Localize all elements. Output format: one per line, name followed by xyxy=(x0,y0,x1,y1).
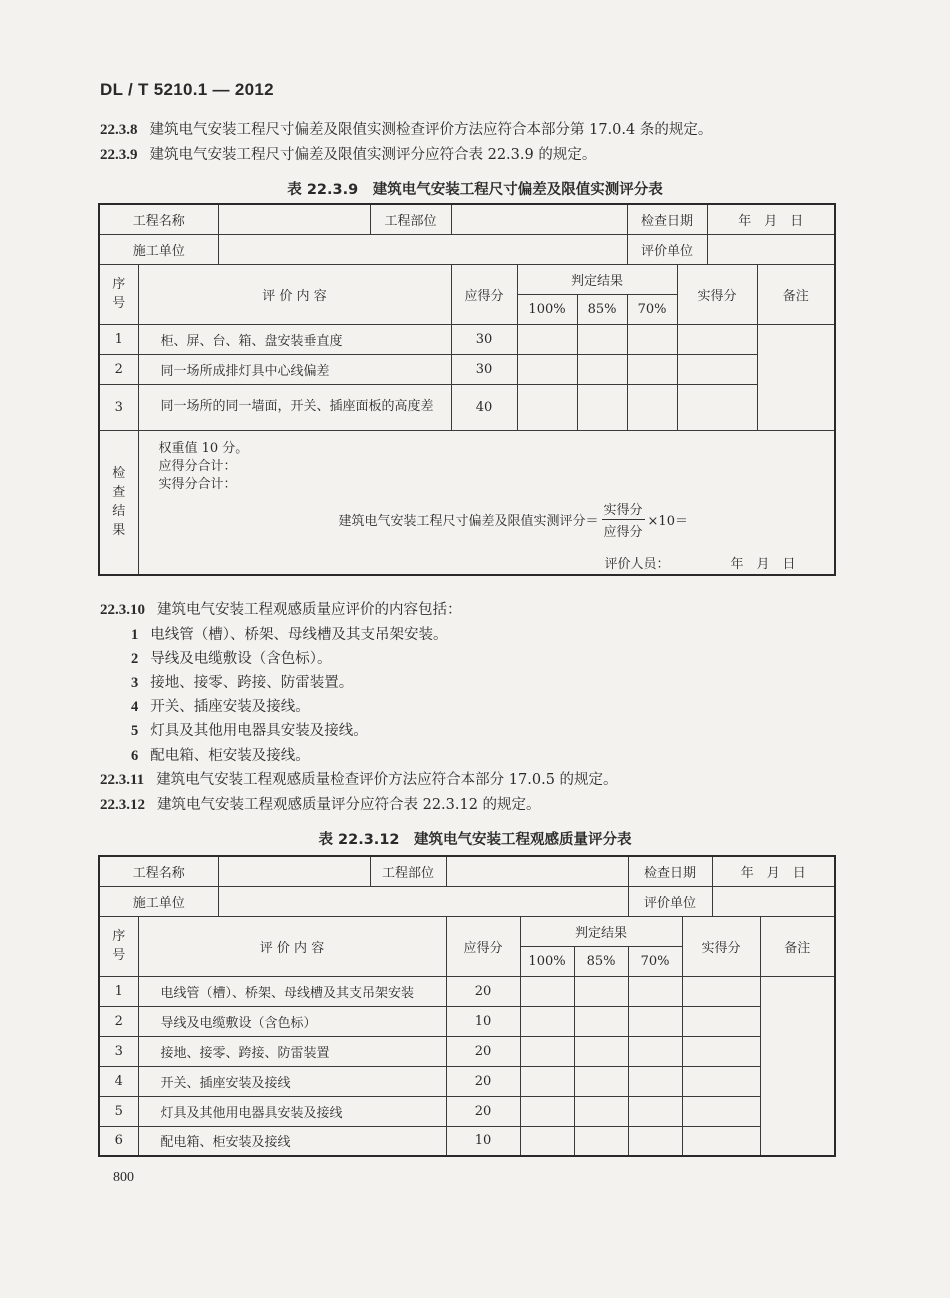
header-remark: 备注 xyxy=(760,916,835,976)
table-cell: 导线及电缆敷设（含色标） xyxy=(138,1006,446,1036)
header-70: 70% xyxy=(628,946,682,976)
empty-cell xyxy=(628,1096,682,1126)
header-content: 评 价 内 容 xyxy=(138,916,446,976)
table-row xyxy=(99,1066,835,1096)
row-no: 3 xyxy=(99,384,138,430)
list-item xyxy=(131,623,448,644)
row-score: 30 xyxy=(451,324,517,354)
label-construction-unit: 施工单位 xyxy=(99,234,218,264)
page-number: 800 xyxy=(113,1170,134,1185)
table-cell: 5 xyxy=(99,1096,138,1126)
empty-cell xyxy=(682,1096,760,1126)
table-caption-22-3-12: 表 22.3.12 建筑电气安装工程观感质量评分表 xyxy=(318,832,632,848)
empty-cell xyxy=(682,976,760,1006)
header-70: 70% xyxy=(627,294,677,324)
clause-22-3-11 xyxy=(100,768,618,789)
row-score: 40 xyxy=(451,384,517,430)
empty-cell xyxy=(520,1036,574,1066)
list-item-text: 1 xyxy=(131,627,139,643)
clause-text: 建筑电气安装工程观感质量检查评价方法应符合本部分 17.0.5 的规定。 xyxy=(156,772,618,788)
header-actual: 实得分 xyxy=(677,264,757,324)
list-item xyxy=(131,671,353,692)
list-item-text: 开关、插座安装及接线。 xyxy=(150,699,310,715)
table-cell: 灯具及其他用电器具安装及接线 xyxy=(138,1096,446,1126)
standard-code: DL / T 5210.1 — 2012 xyxy=(100,80,274,99)
list-item-text: 6 xyxy=(131,748,139,764)
header-100: 100% xyxy=(520,946,574,976)
clause-22-3-8 xyxy=(100,118,712,139)
empty-cell xyxy=(682,1126,760,1156)
score-table-22-3-9 xyxy=(98,203,836,576)
list-item-text: 导线及电缆敷设（含色标）。 xyxy=(150,651,332,667)
clause-22-3-10 xyxy=(100,598,462,619)
empty-cell xyxy=(574,1006,628,1036)
header-seq: 序 号 xyxy=(99,264,138,324)
list-item-text: 5 xyxy=(131,723,139,739)
value-project-name xyxy=(218,856,370,886)
label-eval-unit: 评价单位 xyxy=(627,234,707,264)
result-area xyxy=(138,430,835,575)
empty-cell xyxy=(520,1096,574,1126)
weight-text: 权重值 10 分。 xyxy=(158,440,249,456)
row-content: 同一场所的同一墙面，开关、插座面板的高度差 xyxy=(138,384,451,430)
header-85: 85% xyxy=(574,946,628,976)
empty-cell xyxy=(628,976,682,1006)
value-check-date: 年 月 日 xyxy=(712,856,835,886)
list-item-text: 4 xyxy=(131,699,139,715)
label-project-name: 工程名称 xyxy=(99,856,218,886)
header-remark: 备注 xyxy=(757,264,835,324)
empty-cell xyxy=(517,324,577,354)
table-cell: 2 xyxy=(99,1006,138,1036)
list-item xyxy=(131,744,310,765)
empty-cell xyxy=(628,1036,682,1066)
remark-cell xyxy=(757,324,835,430)
clause-text: 建筑电气安装工程尺寸偏差及限值实测评分应符合表 22.3.9 的规定。 xyxy=(149,147,597,163)
value-check-date: 年 月 日 xyxy=(707,204,835,234)
table-row xyxy=(99,1126,835,1156)
empty-cell xyxy=(577,324,627,354)
list-item xyxy=(131,695,310,716)
table-cell: 3 xyxy=(99,1036,138,1066)
score-formula xyxy=(339,499,688,540)
clause-text: 建筑电气安装工程观感质量应评价的内容包括： xyxy=(157,602,462,618)
table-cell: 20 xyxy=(446,976,520,1006)
empty-cell xyxy=(520,1126,574,1156)
fraction-numerator: 实得分 xyxy=(602,499,645,520)
table-row xyxy=(99,384,835,430)
value-eval-unit xyxy=(707,234,835,264)
table-cell: 10 xyxy=(446,1006,520,1036)
label-project-name: 工程名称 xyxy=(99,204,218,234)
empty-cell xyxy=(628,1006,682,1036)
list-item-text: 配电箱、柜安装及接线。 xyxy=(150,748,310,764)
empty-cell xyxy=(677,384,757,430)
empty-cell xyxy=(574,1036,628,1066)
value-project-part xyxy=(446,856,628,886)
should-total-text: 应得分合计： xyxy=(158,458,237,474)
table-row xyxy=(99,1006,835,1036)
empty-cell xyxy=(627,384,677,430)
evaluator-label: 评价人员： xyxy=(604,556,670,572)
result-label: 检 查 结 果 xyxy=(99,430,138,575)
empty-cell xyxy=(682,1006,760,1036)
list-item xyxy=(131,647,332,668)
clause-text: 建筑电气安装工程尺寸偏差及限值实测检查评价方法应符合本部分第 17.0.4 条的规定。 xyxy=(149,122,713,138)
header-judge: 判定结果 xyxy=(520,916,682,946)
label-eval-unit: 评价单位 xyxy=(628,886,712,916)
table-row xyxy=(99,976,835,1006)
table-cell: 4 xyxy=(99,1066,138,1096)
value-project-part xyxy=(451,204,627,234)
fraction-denominator: 应得分 xyxy=(603,524,643,540)
table-cell: 10 xyxy=(446,1126,520,1156)
table-cell: 开关、插座安装及接线 xyxy=(138,1066,446,1096)
value-construction-unit xyxy=(218,234,627,264)
header-should-score: 应得分 xyxy=(446,916,520,976)
empty-cell xyxy=(574,976,628,1006)
table-row xyxy=(99,354,835,384)
value-project-name xyxy=(218,204,370,234)
list-item-text: 灯具及其他用电器具安装及接线。 xyxy=(150,723,368,739)
formula-fraction xyxy=(602,499,645,540)
empty-cell xyxy=(577,354,627,384)
label-construction-unit: 施工单位 xyxy=(99,886,218,916)
clause-number: 22.3.9 xyxy=(100,147,138,163)
value-eval-unit xyxy=(712,886,835,916)
header-content: 评 价 内 容 xyxy=(138,264,451,324)
row-no: 2 xyxy=(99,354,138,384)
empty-cell xyxy=(520,1006,574,1036)
formula-left: 建筑电气安装工程尺寸偏差及限值实测评分＝ xyxy=(338,513,599,529)
clause-number: 22.3.8 xyxy=(100,122,138,138)
table-row xyxy=(99,324,835,354)
label-project-part: 工程部位 xyxy=(370,204,451,234)
header-100: 100% xyxy=(517,294,577,324)
clause-text: 建筑电气安装工程观感质量评分应符合表 22.3.12 的规定。 xyxy=(157,797,541,813)
table-cell: 配电箱、柜安装及接线 xyxy=(138,1126,446,1156)
evaluator-date: 年 月 日 xyxy=(730,556,796,572)
score-table-22-3-12 xyxy=(98,855,836,1157)
empty-cell xyxy=(628,1126,682,1156)
value-construction-unit xyxy=(218,886,628,916)
clause-22-3-9 xyxy=(100,143,596,164)
list-item xyxy=(131,719,368,740)
row-score: 30 xyxy=(451,354,517,384)
empty-cell xyxy=(574,1096,628,1126)
empty-cell xyxy=(520,976,574,1006)
row-no: 1 xyxy=(99,324,138,354)
empty-cell xyxy=(577,384,627,430)
remark-cell xyxy=(760,976,835,1156)
table-cell: 20 xyxy=(446,1036,520,1066)
clause-number: 22.3.10 xyxy=(100,602,145,618)
table-caption-22-3-9: 表 22.3.9 建筑电气安装工程尺寸偏差及限值实测评分表 xyxy=(287,182,663,198)
label-check-date: 检查日期 xyxy=(628,856,712,886)
list-item-text: 3 xyxy=(131,675,139,691)
empty-cell xyxy=(574,1126,628,1156)
label-project-part: 工程部位 xyxy=(370,856,446,886)
table-cell: 电线管（槽）、桥架、母线槽及其支吊架安装 xyxy=(138,976,446,1006)
table-cell: 接地、接零、跨接、防雷装置 xyxy=(138,1036,446,1066)
header-seq: 序 号 xyxy=(99,916,138,976)
table-row xyxy=(99,1036,835,1066)
empty-cell xyxy=(677,324,757,354)
row-content: 同一场所成排灯具中心线偏差 xyxy=(138,354,451,384)
table-row xyxy=(99,1096,835,1126)
header-should-score: 应得分 xyxy=(451,264,517,324)
empty-cell xyxy=(628,1066,682,1096)
label-check-date: 检查日期 xyxy=(627,204,707,234)
empty-cell xyxy=(517,354,577,384)
list-item-text: 电线管（槽）、桥架、母线槽及其支吊架安装。 xyxy=(150,627,448,643)
table-cell: 20 xyxy=(446,1096,520,1126)
formula-right: ×10＝ xyxy=(647,513,688,529)
empty-cell xyxy=(682,1036,760,1066)
row-content: 柜、屏、台、箱、盘安装垂直度 xyxy=(138,324,451,354)
clause-number: 22.3.12 xyxy=(100,797,145,813)
empty-cell xyxy=(520,1066,574,1096)
empty-cell xyxy=(517,384,577,430)
empty-cell xyxy=(682,1066,760,1096)
empty-cell xyxy=(677,354,757,384)
list-item-text: 2 xyxy=(131,651,139,667)
table-cell: 20 xyxy=(446,1066,520,1096)
header-actual: 实得分 xyxy=(682,916,760,976)
header-judge: 判定结果 xyxy=(517,264,677,294)
table-cell: 6 xyxy=(99,1126,138,1156)
empty-cell xyxy=(627,354,677,384)
list-item-text: 接地、接零、跨接、防雷装置。 xyxy=(150,675,354,691)
header-85: 85% xyxy=(577,294,627,324)
empty-cell xyxy=(574,1066,628,1096)
actual-total-text: 实得分合计： xyxy=(158,476,237,492)
table-cell: 1 xyxy=(99,976,138,1006)
clause-number: 22.3.11 xyxy=(100,772,145,788)
clause-22-3-12 xyxy=(100,793,541,814)
empty-cell xyxy=(627,324,677,354)
